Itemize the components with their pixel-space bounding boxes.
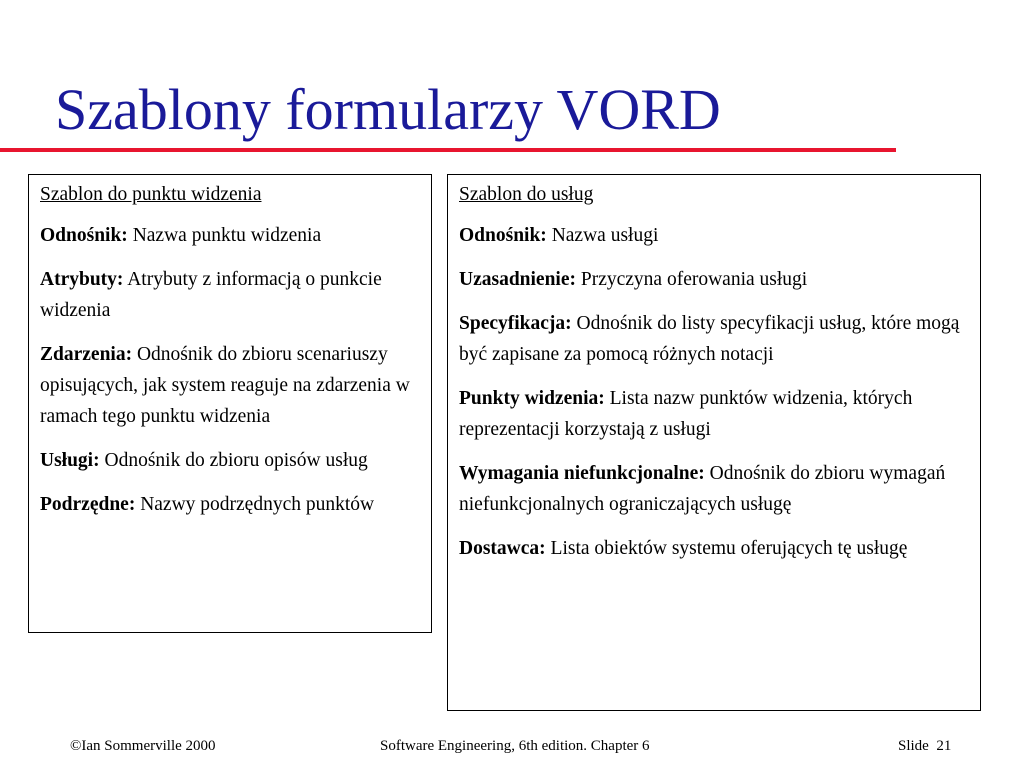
entry-text: Lista obiektów systemu oferujących tę usługę (545, 538, 908, 559)
entry-key: Dostawca: (459, 538, 546, 559)
service-entry-viewpoints (459, 383, 970, 445)
viewpoint-entry-attributes (40, 264, 421, 326)
entry-text: Nazwy podrzędnych punktów (135, 494, 375, 515)
service-template-box (447, 174, 981, 711)
entry-key: Odnośnik: (459, 225, 547, 246)
footer-slide-number: Slide 21 (898, 738, 952, 754)
entry-key: Podrzędne: (40, 494, 136, 515)
viewpoint-entry-subviewpoints (40, 489, 421, 520)
service-entry-reference (459, 220, 970, 251)
slide-title: Szablony formularzy VORD (55, 77, 721, 142)
viewpoint-entry-events (40, 339, 421, 432)
viewpoint-template-box (28, 174, 432, 633)
entry-key: Usługi: (40, 450, 100, 471)
viewpoint-entry-services (40, 445, 421, 476)
entry-text: Odnośnik do zbioru wymagań niefunkcjonalnych ograniczających usługę (459, 463, 946, 515)
entry-key: Atrybuty: (40, 269, 124, 290)
service-entry-rationale (459, 264, 970, 295)
entry-text: Nazwa punktu widzenia (127, 225, 322, 246)
footer-book-title: Software Engineering, 6th edition. Chapter 6 (380, 738, 650, 754)
entry-key: Zdarzenia: (40, 344, 133, 365)
title-underline (0, 148, 896, 152)
service-template-heading: Szablon do usług (459, 184, 594, 205)
entry-text: Atrybuty z informacją o punkcie widzenia (40, 269, 382, 321)
viewpoint-template-heading: Szablon do punktu widzenia (40, 184, 262, 205)
entry-text: Odnośnik do zbioru scenariuszy opisujących, jak system reaguje na zdarzenia w ramach tego punktu widzenia (40, 344, 410, 427)
viewpoint-entry-reference (40, 220, 421, 251)
entry-text: Odnośnik do listy specyfikacji usług, które mogą być zapisane za pomocą różnych notacji (459, 313, 960, 365)
service-entry-specification (459, 308, 970, 370)
entry-key: Specyfikacja: (459, 313, 572, 334)
entry-key: Wymagania niefunkcjonalne: (459, 463, 705, 484)
entry-text: Lista nazw punktów widzenia, których reprezentacji korzystają z usługi (459, 388, 913, 440)
entry-key: Punkty widzenia: (459, 388, 605, 409)
service-entry-provider (459, 533, 970, 564)
entry-text: Odnośnik do zbioru opisów usług (99, 450, 368, 471)
entry-text: Nazwa usługi (546, 225, 659, 246)
entry-key: Odnośnik: (40, 225, 128, 246)
entry-key: Uzasadnienie: (459, 269, 576, 290)
service-entry-nonfunctional (459, 458, 970, 520)
footer-copyright: ©Ian Sommerville 2000 (70, 738, 216, 754)
entry-text: Przyczyna oferowania usługi (576, 269, 808, 290)
